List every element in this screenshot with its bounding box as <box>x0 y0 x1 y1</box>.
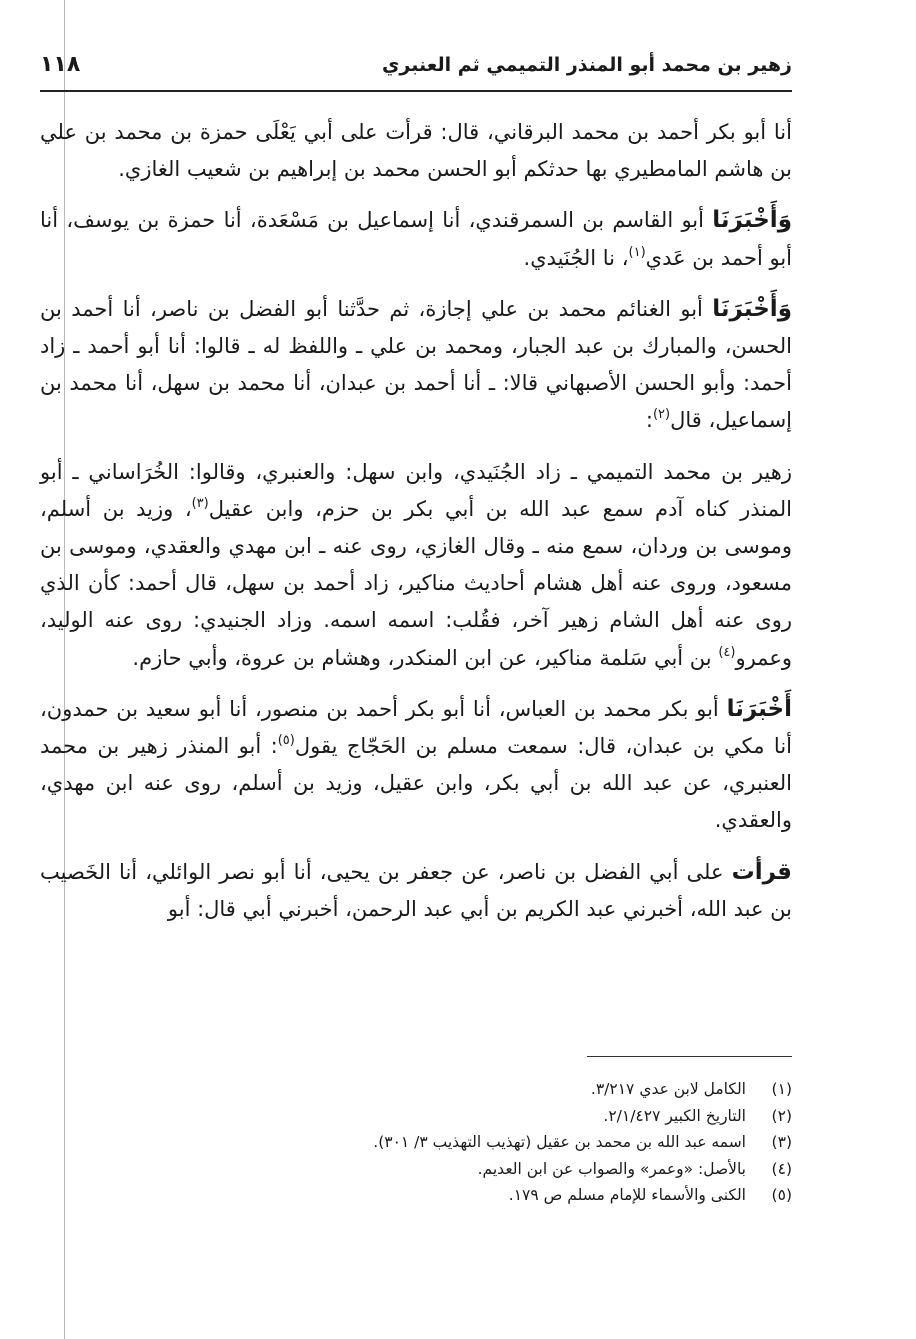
footnote-4 <box>40 1156 792 1183</box>
paragraph-5 <box>40 691 792 840</box>
footnote-text: اسمه عبد الله بن محمد بن عقيل (تهذيب التهذيب ٣/ ٣٠١). <box>373 1133 746 1151</box>
footnote-number: (٣) <box>771 1133 792 1151</box>
paragraph-text: أنا أبو بكر أحمد بن محمد البرقاني، قال: قرأت على أبي يَعْلَى حمزة بن محمد بن علي بن هاشم المامطيري بها حدثكم أبو الحسن محمد بن إبراهيم بن شعيب الغازي. <box>40 120 792 182</box>
isnad-lead-word: وَأَخْبَرَنَا <box>712 295 792 322</box>
book-page <box>40 52 792 1204</box>
footnote-3 <box>40 1129 792 1156</box>
isnad-lead-word: وَأَخْبَرَنَا <box>712 207 792 234</box>
isnad-lead-word: قرأت <box>731 858 792 885</box>
footnotes <box>40 1076 792 1209</box>
footnote-text: بالأصل: «وعمر» والصواب عن ابن العديم. <box>477 1159 746 1178</box>
footnote-ref-3[interactable]: (٣) <box>191 495 209 511</box>
footnote-number: (٥) <box>771 1186 792 1204</box>
footnote-number: (٢) <box>771 1106 792 1125</box>
footnote-text: الكامل لابن عدي ٣/٢١٧. <box>590 1080 746 1098</box>
paragraph-6 <box>40 854 792 928</box>
paragraph-1 <box>40 114 792 188</box>
running-title: زهير بن محمد أبو المنذر التميمي ثم العنبري <box>381 54 792 76</box>
isnad-lead-word: أَخْبَرَنَا <box>726 695 792 722</box>
footnote-text: التاريخ الكبير ٢/١/٤٢٧. <box>603 1106 746 1125</box>
footnote-number: (١) <box>771 1080 792 1098</box>
page-number: ١١٨ <box>40 52 81 77</box>
paragraph-text: أبو القاسم بن السمرقندي، أنا إسماعيل بن مَسْعَدة، أنا حمزة بن يوسف، أنا أبو أحمد بن عَدي <box>40 208 792 270</box>
paragraph-text: ، وزيد بن أسلم، وموسى بن وردان، سمع منه ـ وقال الغازي، روى عنه ـ ابن مهدي والعقدي، وموسى بن مسعود، وروى عنه أهل هشام أحاديث مناكير، زاد أحمد بن سهل، قال أحمد: كأن الذي روى عنه أهل الشام زهير آخر، فقُلب: اسمه اسمه. وزاد الجنيدي: روى عنه الوليد، وعمرو <box>40 496 792 670</box>
footnote-ref-1[interactable]: (١) <box>628 244 646 260</box>
paragraph-text: أبو الغنائم محمد بن علي إجازة، ثم حدَّثنا أبو الفضل بن ناصر، أنا أحمد بن الحسن، والمبارك بن عبد الجبار، ومحمد بن علي ـ واللفظ له ـ قالوا: أنا أبو أحمد ـ زاد أحمد: وأبو الحسن الأصبهاني قالا: ـ أنا أحمد بن عبدان، أنا محمد بن سهل، أنا محمد بن إسماعيل، قال <box>40 296 792 433</box>
footnote-1 <box>40 1076 792 1103</box>
footnote-ref-5[interactable]: (٥) <box>277 733 295 749</box>
running-header <box>40 52 792 92</box>
paragraph-text: أبو بكر محمد بن العباس، أنا أبو بكر أحمد بن منصور، أنا أبو سعيد بن حمدون، أنا مكي بن عبدان، قال: سمعت مسلم بن الحَجّاج يقول <box>40 696 792 759</box>
footnote-separator <box>587 1056 792 1057</box>
main-text <box>40 114 792 928</box>
footnote-ref-4[interactable]: (٤) <box>718 644 736 660</box>
paragraph-text: : <box>645 408 653 433</box>
paragraph-4 <box>40 454 792 677</box>
footnote-number: (٤) <box>771 1159 792 1178</box>
paragraph-text: ، نا الجُنَيدي. <box>523 245 629 270</box>
paragraph-2 <box>40 202 792 276</box>
footnote-2 <box>40 1103 792 1130</box>
footnote-text: الكنى والأسماء للإمام مسلم ص ١٧٩. <box>508 1186 746 1204</box>
footnote-ref-2[interactable]: (٢) <box>652 407 671 423</box>
paragraph-text: زهير بن محمد التميمي ـ زاد الجُنَيدي، وابن سهل: والعنبري، وقالوا: الخُرَاساني ـ أبو المنذر كناه آدم سمع عبد الله بن أبي بكر بن حزم، وابن عقيل <box>40 459 792 521</box>
paragraph-text: : أبو المنذر زهير بن محمد العنبري، عن عبد الله بن أبي بكر، وابن عقيل، وزيد بن أسلم، روى عنه ابن مهدي، والعقدي. <box>40 734 792 833</box>
paragraph-text: على أبي الفضل بن ناصر، عن جعفر بن يحيى، أنا أبو نصر الوائلي، أنا الخَصيب بن عبد الله، أخبرني عبد الكريم بن أبي عبد الرحمن، أخبرني أبي قال: أبو <box>40 859 792 921</box>
paragraph-text: بن أبي سَلمة مناكير، عن ابن المنكدر، وهشام بن عروة، وأبي حازم. <box>132 645 719 670</box>
paragraph-3 <box>40 291 792 440</box>
footnote-5 <box>40 1182 792 1209</box>
